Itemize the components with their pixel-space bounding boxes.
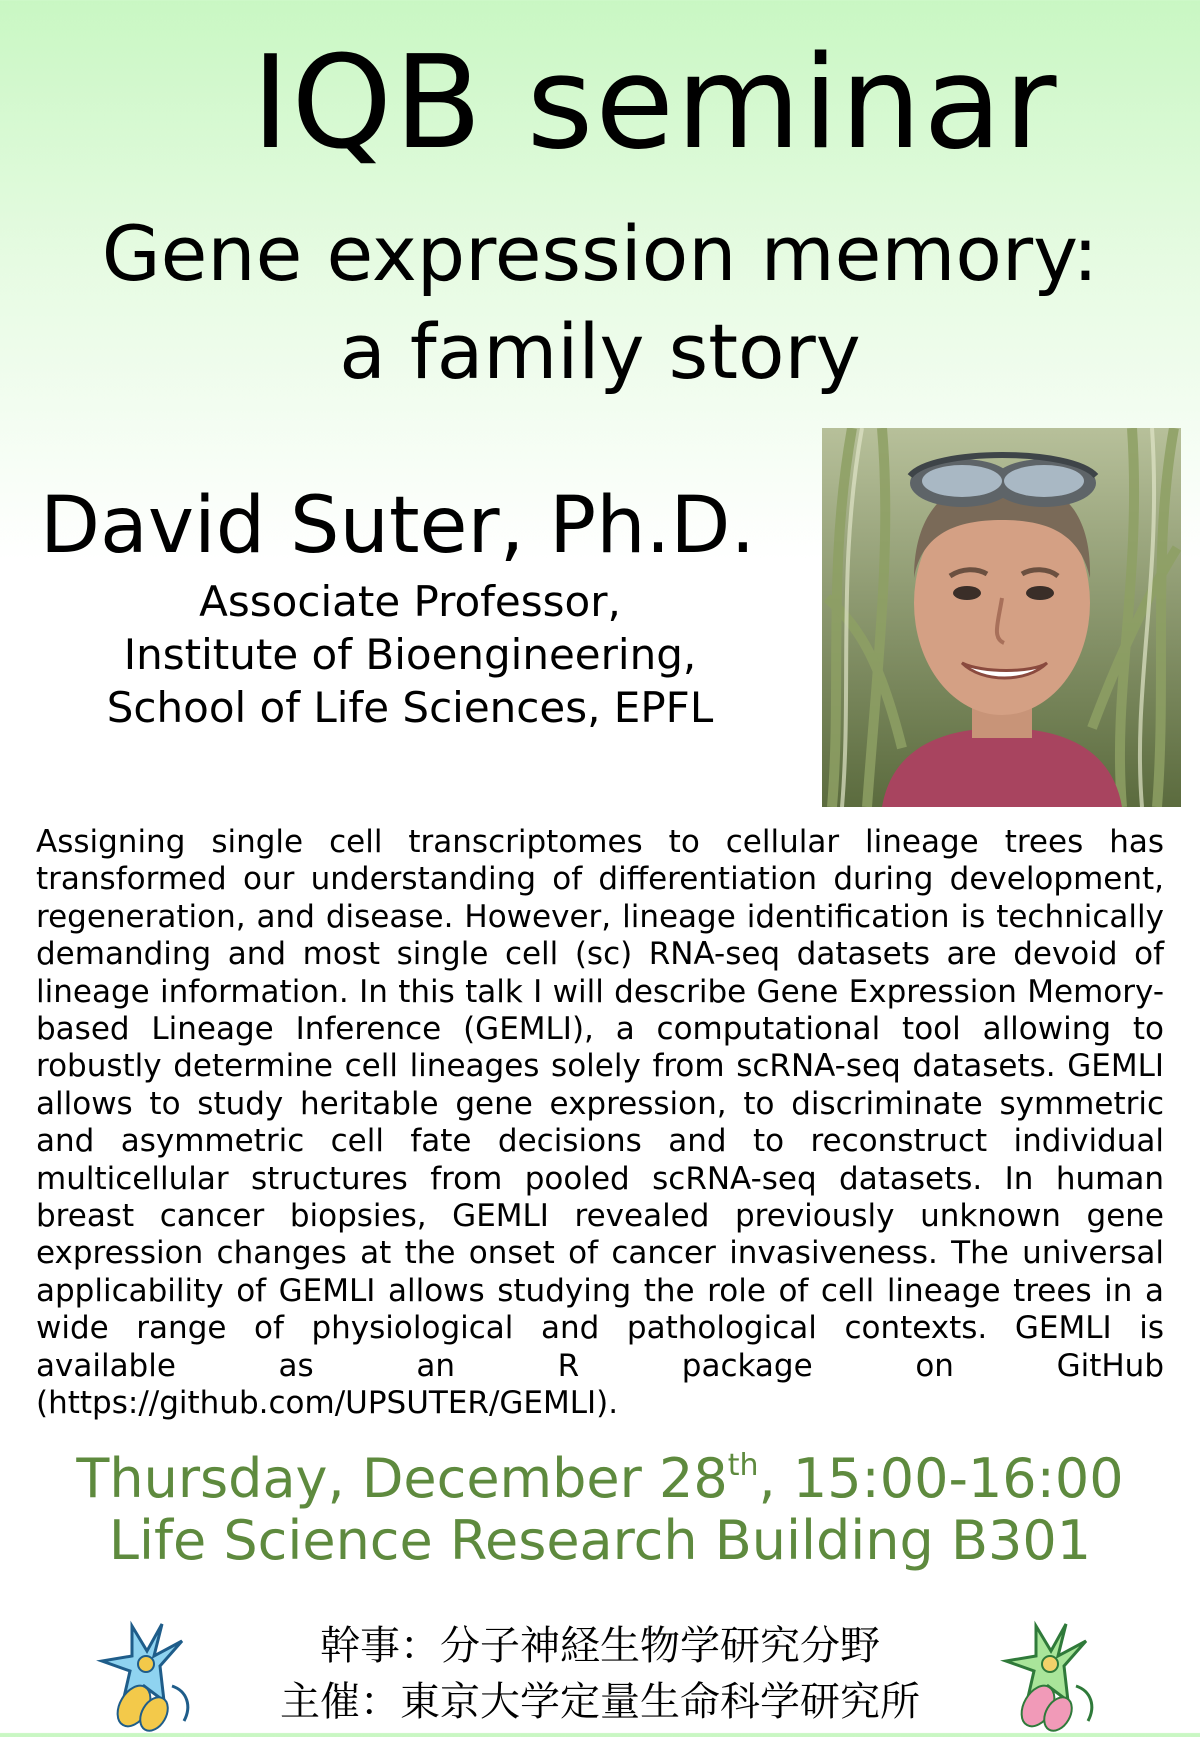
abstract: Assigning single cell transcriptomes to cellular lineage trees has transformed our understanding of differentiation during development, regeneration, and disease. However, lineage identification is technically demanding and most single cell (sc) RNA-seq datasets are devoid of lineage information. In this talk I will describe Gene Expression Memory-based Lineage Inference (GEMLI), a computational tool allowing to robustly determine cell lineages solely from scRNA-seq datasets. GEMLI allows to study heritable gene expression, to discriminate symmetric and asymmetric cell fate decisions and to reconstruct individual multicellular structures from pooled scRNA-seq datasets. In human breast cancer biopsies, GEMLI revealed previously unknown gene expression changes at the onset of cancer invasiveness. The universal applicability of GEMLI allows studying the role of cell lineage trees in a wide range of physiological and pathological contexts. GEMLI is available as an R package on GitHub (https://github.com/UPSUTER/GEMLI). — [36, 824, 1164, 1422]
neuron-icon — [92, 1606, 210, 1733]
affiliation-line-1: Associate Professor, — [199, 577, 621, 626]
event-date: Thursday, December 28 — [76, 1447, 728, 1510]
talk-title — [0, 205, 1200, 401]
event-date-time — [0, 1448, 1200, 1510]
neuron-icon — [996, 1606, 1114, 1733]
affiliation-line-2: Institute of Bioengineering, — [123, 630, 697, 679]
event-location: Life Science Research Building B301 — [108, 1509, 1092, 1572]
series-title — [0, 29, 1200, 178]
event-info — [0, 1448, 1200, 1572]
series-title-text: IQB seminar — [251, 29, 1059, 178]
talk-title-line-2: a family story — [339, 307, 861, 396]
organizer-coordinator: 幹事：分子神経生物学研究分野 — [320, 1623, 880, 1669]
event-time: , 15:00-16:00 — [758, 1447, 1124, 1510]
speaker-portrait-illustration — [822, 428, 1181, 807]
event-date-ordinal: th — [727, 1448, 759, 1483]
affiliation-line-3: School of Life Sciences, EPFL — [106, 683, 714, 732]
speaker-photo — [822, 428, 1181, 807]
speaker-affiliation — [20, 575, 800, 734]
speaker-name: David Suter, Ph.D. — [40, 481, 756, 571]
organizer-host: 主催：東京大学定量生命科学研究所 — [280, 1679, 920, 1725]
talk-title-line-1: Gene expression memory: — [101, 209, 1099, 298]
